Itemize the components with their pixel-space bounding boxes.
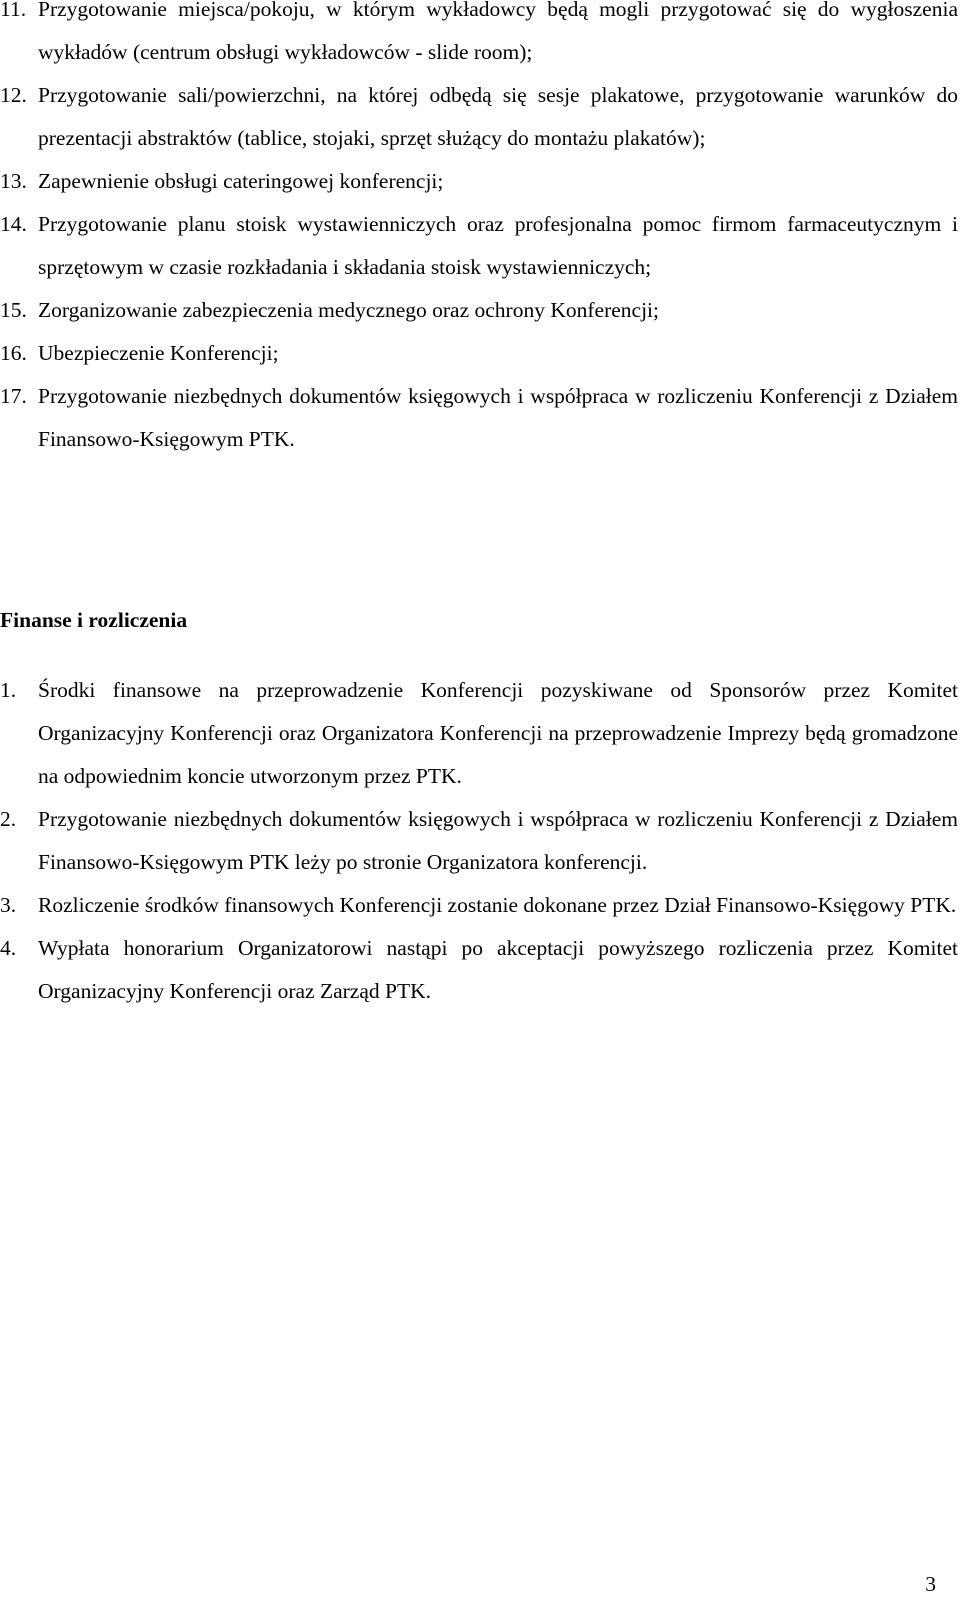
- list-item: [0, 289, 958, 332]
- list-item: [0, 203, 958, 289]
- list-item-text: Przygotowanie planu stoisk wystawienniczych oraz profesjonalna pomoc firmom farmaceutycznym i sprzętowym w czasie rozkładania i składania stoisk wystawienniczych;: [38, 212, 958, 279]
- list-item: [0, 798, 958, 884]
- list-item-number: 4.: [0, 936, 17, 960]
- list-item-number: 3.: [0, 893, 17, 917]
- list-item: [0, 927, 958, 1013]
- list-item-number: 13.: [0, 169, 27, 193]
- list-item-number: 14.: [0, 212, 27, 236]
- list-item: [0, 74, 958, 160]
- list-item-number: 12.: [0, 83, 27, 107]
- list-item: [0, 160, 958, 203]
- list-item-text: Przygotowanie niezbędnych dokumentów księgowych i współpraca w rozliczeniu Konferencji z Działem Finansowo-Księgowym PTK.: [38, 384, 958, 451]
- list-item-text: Rozliczenie środków finansowych Konferencji zostanie dokonane przez Dział Finansowo-Księgowy PTK.: [38, 893, 957, 917]
- list-item-number: 2.: [0, 807, 17, 831]
- task-list: [0, 0, 958, 461]
- list-item: [0, 375, 958, 461]
- list-item-text: Środki finansowe na przeprowadzenie Konferencji pozyskiwane od Sponsorów przez Komitet Organizacyjny Konferencji oraz Organizatora Konferencji na przeprowadzenie Imprezy będą gromadzone na odpowiednim koncie utworzonym przez PTK.: [38, 678, 958, 788]
- list-item-text: Zapewnienie obsługi cateringowej konferencji;: [38, 169, 444, 193]
- list-item-number: 1.: [0, 678, 17, 702]
- list-item-number: 15.: [0, 298, 27, 322]
- page-number: 3: [925, 1572, 936, 1596]
- section-heading: Finanse i rozliczenia: [0, 608, 188, 632]
- list-item: [0, 669, 958, 798]
- finance-list: [0, 669, 958, 1013]
- list-item: [0, 0, 958, 74]
- list-item-text: Ubezpieczenie Konferencji;: [38, 341, 279, 365]
- list-item-text: Zorganizowanie zabezpieczenia medycznego oraz ochrony Konferencji;: [38, 298, 659, 322]
- list-item-text: Przygotowanie miejsca/pokoju, w którym wykładowcy będą mogli przygotować się do wygłoszenia wykładów (centrum obsługi wykładowców - slide room);: [38, 0, 958, 64]
- list-item-number: 16.: [0, 341, 27, 365]
- list-item: [0, 884, 958, 927]
- list-item-text: Wypłata honorarium Organizatorowi nastąpi po akceptacji powyższego rozliczenia przez Komitet Organizacyjny Konferencji oraz Zarząd PTK.: [38, 936, 958, 1003]
- list-item-number: 11.: [0, 0, 27, 21]
- list-item-text: Przygotowanie sali/powierzchni, na której odbędą się sesje plakatowe, przygotowanie warunków do prezentacji abstraktów (tablice, stojaki, sprzęt służący do montażu plakatów);: [38, 83, 958, 150]
- list-item: [0, 332, 958, 375]
- list-item-number: 17.: [0, 384, 27, 408]
- list-item-text: Przygotowanie niezbędnych dokumentów księgowych i współpraca w rozliczeniu Konferencji z Działem Finansowo-Księgowym PTK leży po stronie Organizatora konferencji.: [38, 807, 958, 874]
